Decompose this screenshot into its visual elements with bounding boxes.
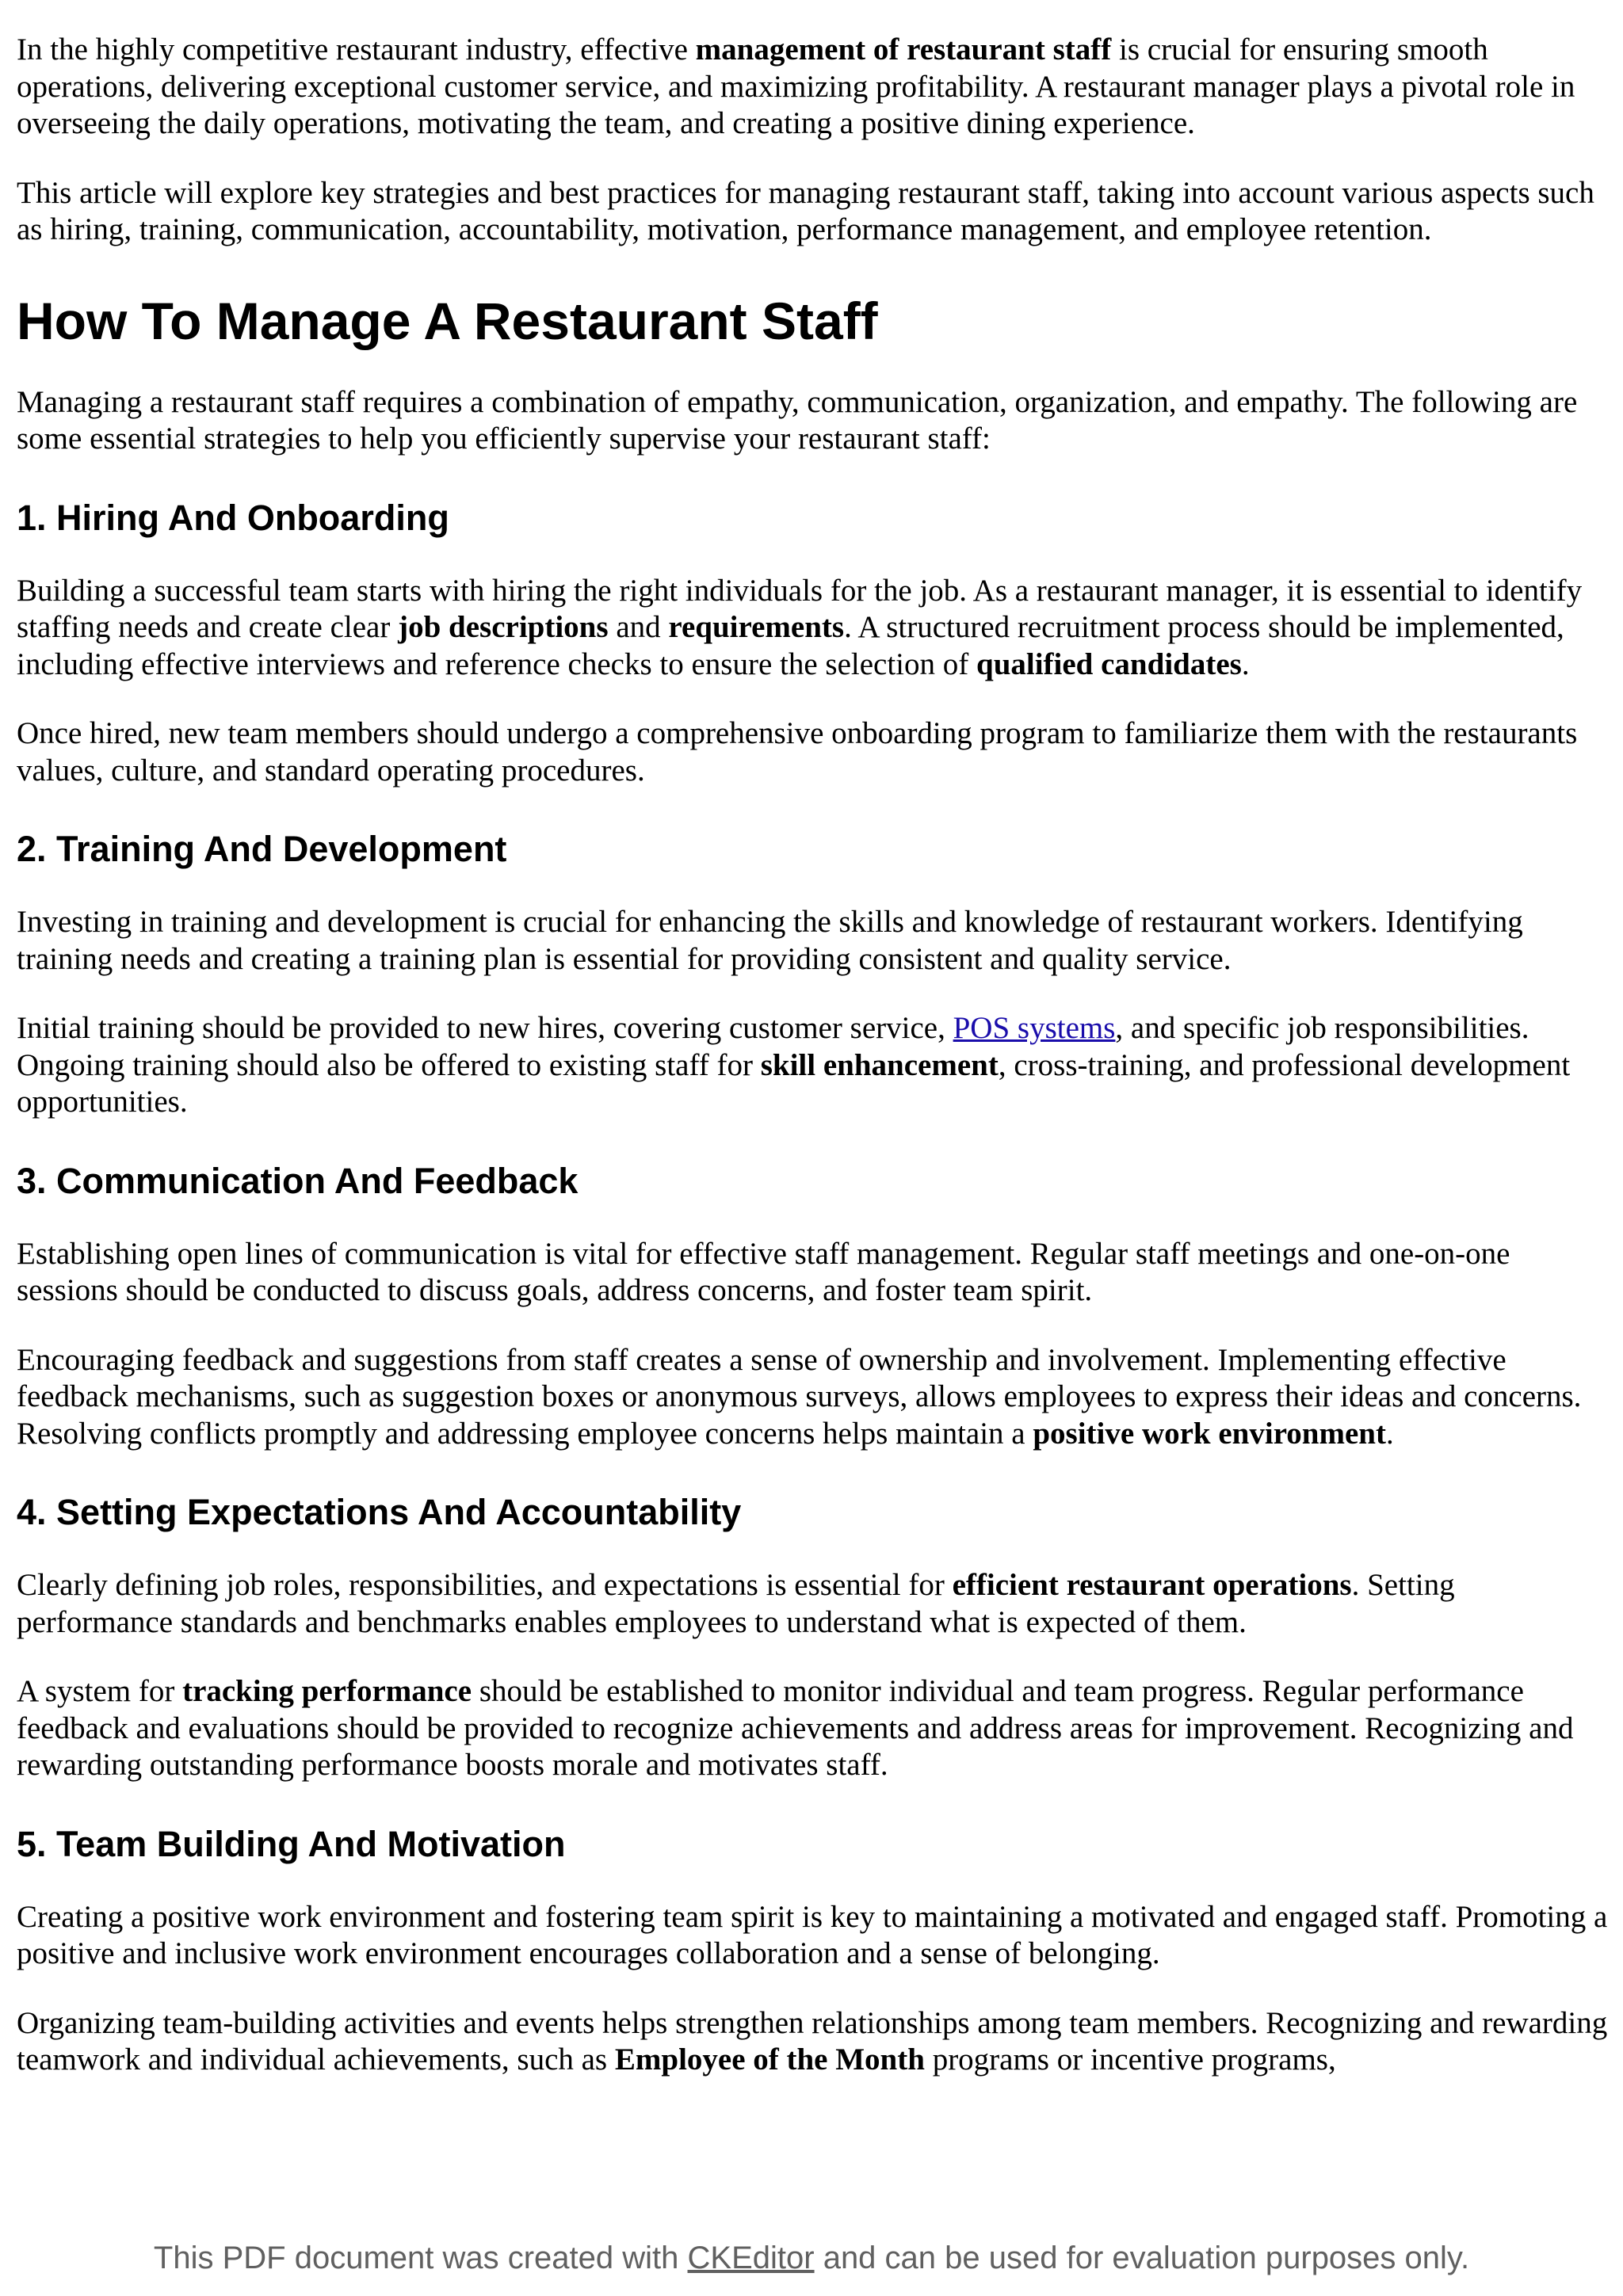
section-5-paragraph-2 [17, 2005, 1610, 2079]
evaluation-watermark-notice [0, 2239, 1623, 2277]
bold-text: skill enhancement [760, 1047, 999, 1082]
section-4-paragraph-2 [17, 1673, 1610, 1784]
text-run: Encouraging feedback and suggestions from staff creates a sense of ownership and involvement. Implementing effective feedback mechanisms, such as suggestion boxes or anonymous surveys, allows employees to express their ideas and concerns. Resolving conflicts promptly and addressing employee concerns helps maintain a [17, 1342, 1582, 1451]
text-run: This PDF document was created with [153, 2241, 688, 2275]
main-intro-paragraph: Managing a restaurant staff requires a combination of empathy, communication, organization, and empathy. The following are some essential strategies to help you efficiently supervise your restaurant staff: [17, 384, 1578, 456]
pos-systems-link[interactable]: POS systems [953, 1011, 1116, 1045]
text-run: . [1385, 1416, 1394, 1451]
text-run: . A structured recruitment process should be implemented, including effective interviews and reference checks to ensure the selection of [17, 610, 1564, 681]
bold-text: job descriptions [398, 610, 609, 644]
bold-text: requirements [668, 610, 845, 644]
bold-text: management of restaurant staff [695, 32, 1112, 67]
text-run: should be established to monitor individual and team progress. Regular performance feedback and evaluations should be provided to recognize achievements and address areas for improvement. Recognizing and rewarding outstanding performance boosts morale and motivates staff. [17, 1674, 1574, 1782]
page-title: How To Manage A Restaurant Staff [17, 291, 878, 350]
article-body [17, 32, 1610, 2111]
text-run: Building a successful team starts with hiring the right individuals for the job. As a restaurant manager, it is essential to identify staffing needs and create clear [17, 573, 1583, 644]
bold-text: efficient restaurant operations [952, 1568, 1352, 1602]
section-2-paragraph-1: Investing in training and development is crucial for enhancing the skills and knowledge of restaurant workers. Identifying training needs and creating a training plan is essential for providing consistent and quality service. [17, 905, 1523, 976]
text-run: In the highly competitive restaurant industry, effective [17, 32, 696, 67]
section-1-paragraph-1 [17, 573, 1610, 684]
section-4-paragraph-1 [17, 1567, 1610, 1641]
section-heading-team-building: 5. Team Building And Motivation [17, 1823, 566, 1864]
ckeditor-link[interactable]: CKEditor [687, 2241, 815, 2275]
bold-text: qualified candidates [976, 646, 1242, 681]
text-run: . [1241, 646, 1250, 681]
text-run: A system for [17, 1674, 183, 1708]
text-run: and [608, 610, 669, 644]
text-run: programs or incentive programs, [924, 2042, 1336, 2077]
section-3-paragraph-1: Establishing open lines of communication is vital for effective staff management. Regular staff meetings and one-on-one sessions should be conducted to discuss goals, address concerns, and foster team spirit. [17, 1236, 1510, 1307]
section-5-paragraph-1: Creating a positive work environment and fostering team spirit is key to maintaining a motivated and engaged staff. Promoting a positive and inclusive work environment encourages collaboration and a sense of belonging. [17, 1899, 1608, 1970]
text-run: Organizing team-building activities and events helps strengthen relationships among team members. Recognizing and rewarding teamwork and individual achievements, such as [17, 2005, 1608, 2077]
section-heading-communication: 3. Communication And Feedback [17, 1160, 579, 1201]
section-2-paragraph-2 [17, 1010, 1610, 1121]
section-heading-training: 2. Training And Development [17, 829, 507, 869]
text-run: , and specific job responsibilities. Ongoing training should also be offered to existing staff for [17, 1011, 1529, 1082]
text-run: . Setting performance standards and benchmarks enables employees to understand what is expected of them. [17, 1568, 1455, 1639]
bold-text: positive work environment [1033, 1416, 1386, 1451]
intro-paragraph-2: This article will explore key strategies and best practices for managing restaurant staff, taking into account various aspects such as hiring, training, communication, accountability, motivation, performance management, and employee retention. [17, 175, 1594, 246]
intro-paragraph-1 [17, 32, 1610, 143]
bold-text: Employee of the Month [614, 2042, 925, 2077]
text-run: and can be used for evaluation purposes only. [814, 2241, 1470, 2275]
section-heading-expectations: 4. Setting Expectations And Accountability [17, 1492, 742, 1532]
section-heading-hiring: 1. Hiring And Onboarding [17, 497, 449, 538]
text-run: is crucial for ensuring smooth operations, delivering exceptional customer service, and maximizing profitability. A restaurant manager plays a pivotal role in overseeing the daily operations, motivating the team, and creating a positive dining experience. [17, 32, 1575, 140]
text-run: Clearly defining job roles, responsibilities, and expectations is essential for [17, 1568, 953, 1602]
text-run: , cross-training, and professional development opportunities. [17, 1047, 1571, 1119]
text-run: Initial training should be provided to new hires, covering customer service, [17, 1011, 953, 1045]
section-1-paragraph-2: Once hired, new team members should undergo a comprehensive onboarding program to familiarize them with the restaurants values, culture, and standard operating procedures. [17, 716, 1578, 788]
bold-text: tracking performance [182, 1674, 472, 1708]
section-3-paragraph-2 [17, 1342, 1610, 1453]
